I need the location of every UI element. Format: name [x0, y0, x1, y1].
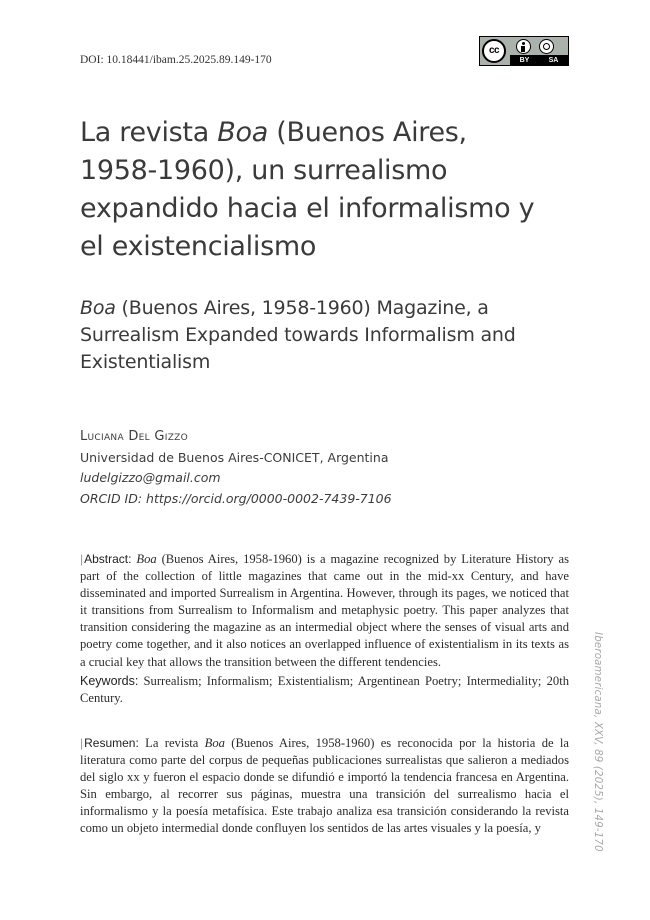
title-es-after: (Buenos Aires, 1958-1960), un surrealismo expandido hacia el informalismo y el existencialismo	[80, 117, 535, 262]
author-name: Luciana Del Gizzo	[80, 429, 189, 444]
resumen-italic: Boa	[204, 736, 225, 750]
title-es-before: La revista	[80, 117, 218, 148]
title-spanish	[80, 114, 540, 266]
author-block	[80, 427, 480, 509]
abstract-text: (Buenos Aires, 1958-1960) is a magazine recognized by Literature History as part of the collection of little magazines that came out in the mid-xx Century, and have disseminated and imported Surrealism in Argentina. However, through its pages, we noticed that it transitions from Surrealism to Informalism and metaphysic poetry. This paper analyzes that transition considering the magazine as an intermedial object where the senses of visual arts and poetry come together, and it also notices an overlapped influence of existentialism in its texts as a crucial key that allows the transition between the different tendencies.	[80, 552, 569, 669]
title-en-italic: Boa	[80, 297, 116, 319]
cc-license-badge[interactable]	[479, 36, 569, 66]
resumen-before: La revista	[138, 736, 205, 750]
sa-label: SA	[548, 56, 559, 64]
title-english	[80, 295, 550, 376]
sa-share-alike-icon	[539, 39, 554, 54]
running-head-vertical: Iberoamericana, XXV, 89 (2025), 149-170	[592, 632, 603, 852]
abstract-italic: Boa	[136, 552, 157, 566]
keywords-text: Surrealism; Informalism; Existentialism; Argentinean Poetry; Intermediality; 20th Century.	[80, 673, 569, 705]
abstract-section	[80, 551, 569, 707]
author-affiliation: Universidad de Buenos Aires-CONICET, Argentina	[80, 449, 389, 465]
resumen-label: | Resumen:	[80, 736, 139, 750]
title-en-after: (Buenos Aires, 1958-1960) Magazine, a Surrealism Expanded towards Informalism and Existentialism	[80, 297, 516, 373]
author-email[interactable]: ludelgizzo@gmail.com	[80, 470, 221, 485]
by-label: BY	[519, 56, 530, 64]
doi-text: DOI: 10.18441/ibam.25.2025.89.149-170	[80, 54, 272, 66]
author-orcid[interactable]: ORCID ID: https://orcid.org/0000-0002-7439-7106	[80, 490, 392, 506]
resumen-text: (Buenos Aires, 1958-1960) es reconocida por la historia de la literatura como parte del corpus de pequeñas publicaciones surrealistas que salieron a mediados del siglo xx y fueron el espacio donde se difundió e importó la tendencia francesa en Argentina. Sin embargo, al recorrer sus páginas, muestra una transición del surrealismo hacia el informalismo y la poesía metafísica. Este trabajo analiza esa transición considerando la revista como un objeto intermedial donde confluyen los sentidos de las artes visuales y la poesía, y	[80, 736, 570, 836]
keywords-paragraph	[80, 673, 569, 707]
cc-icon: cc	[482, 39, 506, 63]
title-es-italic: Boa	[217, 117, 268, 148]
abstract-paragraph	[80, 551, 569, 671]
resumen-section	[80, 735, 569, 838]
by-attribution-icon	[516, 39, 531, 54]
resumen-paragraph	[80, 735, 569, 838]
keywords-label: Keywords:	[80, 673, 139, 688]
abstract-label: | Abstract:	[80, 552, 131, 566]
